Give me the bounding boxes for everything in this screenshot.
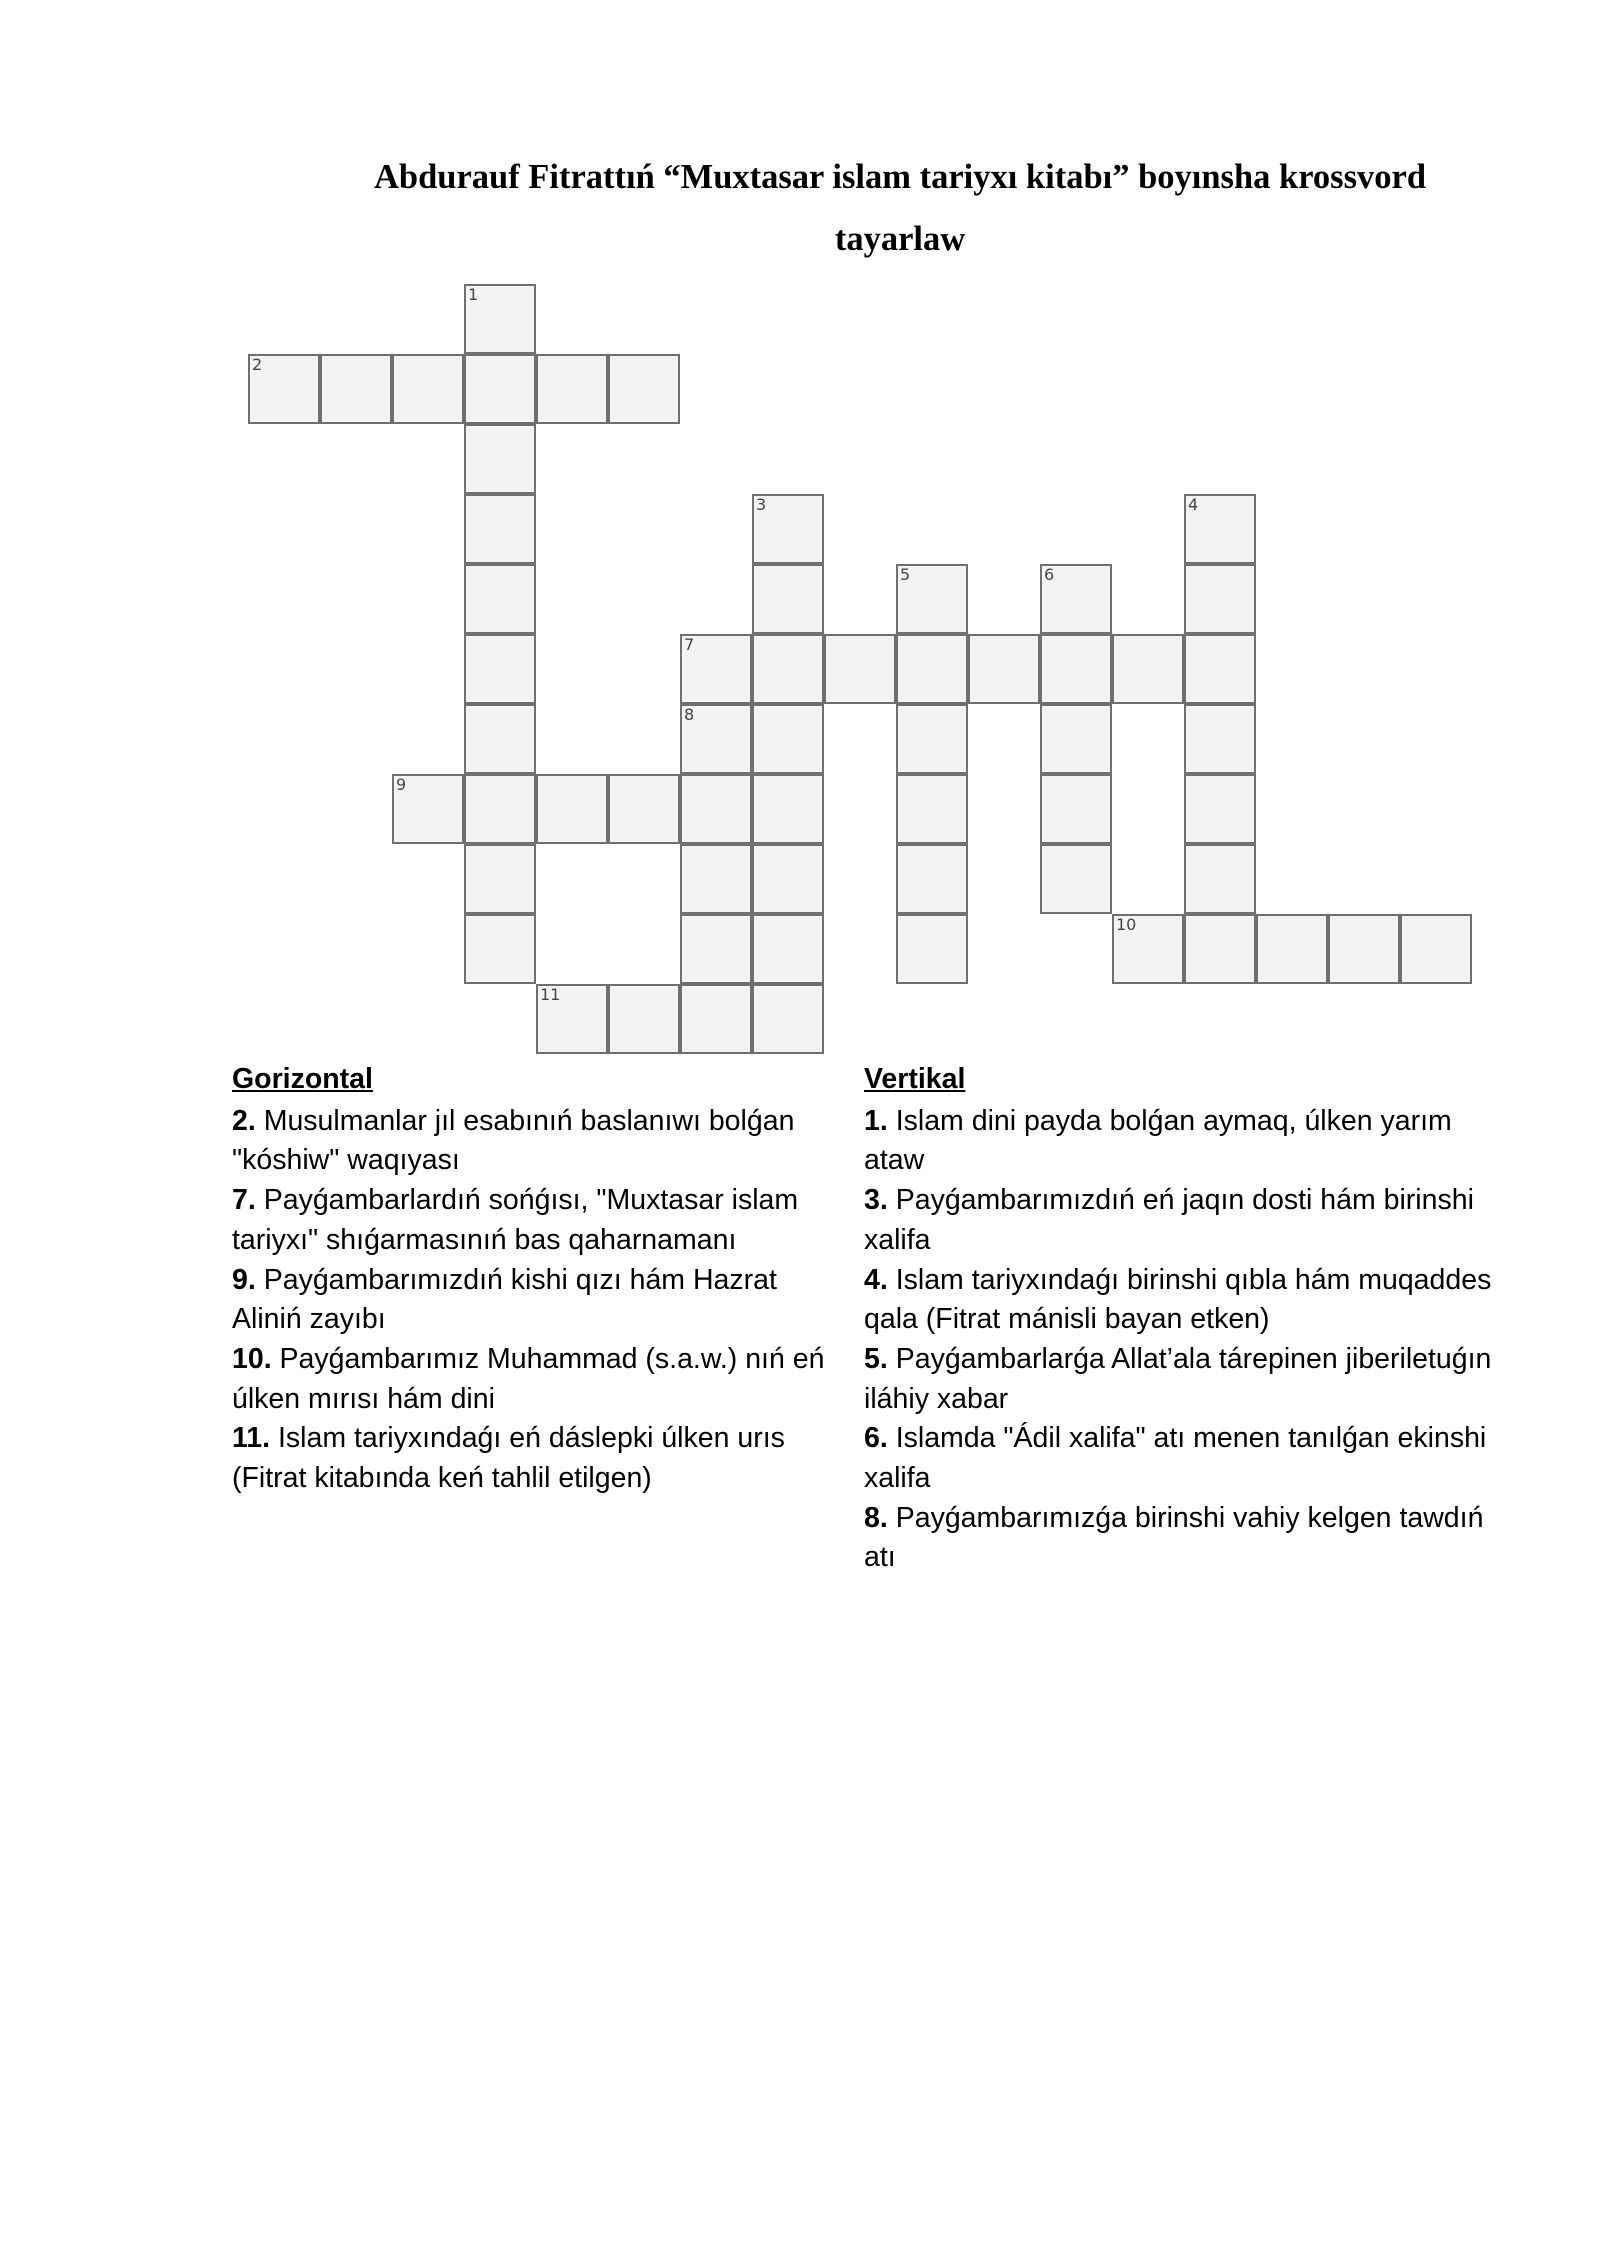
crossword-cell: [1184, 494, 1256, 564]
clue-number: 5: [900, 565, 911, 584]
clue-number: 3: [756, 495, 767, 514]
crossword-cell: [536, 984, 608, 1054]
crossword-cell: [1184, 914, 1256, 984]
clue-number: 4: [1188, 495, 1199, 514]
crossword-cell: [752, 704, 824, 774]
clue-number: 7: [684, 635, 695, 654]
crossword-cell: [896, 914, 968, 984]
clue-vertical-5: 5. Payǵambarlarǵa Allat’ala tárepinen jiberiletuǵın iláhiy xabar: [864, 1342, 1492, 1415]
crossword-grid: [0, 0, 1600, 1004]
crossword-cell: [1184, 564, 1256, 634]
clue-horizontal-2: 2. Musulmanlar jıl esabınıń baslanıwı bolǵan "kóshiw" waqıyası: [232, 1104, 795, 1177]
crossword-cell: [1040, 774, 1112, 844]
clue-vertical-1: 1. Islam dini payda bolǵan aymaq, úlken yarım ataw: [864, 1104, 1452, 1177]
crossword-cell: [464, 844, 536, 914]
clue-number: 1: [468, 285, 479, 304]
page-title: Abdurauf Fitrattıń “Muxtasar islam tariyxı kitabı” boyınsha krossvord tayarlaw: [373, 158, 1427, 258]
crossword-cell: [680, 984, 752, 1054]
horizontal-heading: Gorizontal: [232, 1063, 373, 1095]
horizontal-clues: [232, 1060, 852, 1499]
crossword-cell: [752, 564, 824, 634]
crossword-cell: [752, 844, 824, 914]
crossword-cell: [320, 354, 392, 424]
clue-horizontal-7: 7. Payǵambarlardıń sońǵısı, "Muxtasar islam tariyxı" shıǵarmasınıń bas qaharnamanı: [232, 1184, 799, 1256]
crossword-cell: [1040, 634, 1112, 704]
crossword-cell: [752, 914, 824, 984]
crossword-cell: [1040, 704, 1112, 774]
crossword-cell: [464, 354, 536, 424]
crossword-cell: [536, 354, 608, 424]
vertical-clues: [864, 1060, 1496, 1578]
crossword-cell: [824, 634, 896, 704]
crossword-cell: [464, 704, 536, 774]
crossword-cell: [1112, 634, 1184, 704]
crossword-cell: [608, 354, 680, 424]
crossword-cell: [680, 914, 752, 984]
crossword-cell: [1040, 564, 1112, 634]
clue-horizontal-9: 9. Payǵambarımızdıń kishi qızı hám Hazrat Aliniń zayıbı: [232, 1263, 777, 1336]
crossword-cell: [1184, 704, 1256, 774]
crossword-cell: [1256, 914, 1328, 984]
clue-horizontal-11: 11. Islam tariyxındaǵı eń dáslepki úlken urıs (Fitrat kitabında keń tahlil etilgen): [232, 1422, 785, 1495]
crossword-cell: [1184, 774, 1256, 844]
clue-vertical-3: 3. Payǵambarımızdıń eń jaqın dosti hám birinshi xalifa: [864, 1184, 1474, 1256]
crossword-cell: [464, 634, 536, 704]
clue-number: 9: [396, 775, 407, 794]
crossword-cell: [464, 914, 536, 984]
crossword-cell: [392, 774, 464, 844]
crossword-cell: [896, 774, 968, 844]
crossword-cell: [680, 844, 752, 914]
crossword-cell: [1112, 914, 1184, 984]
clue-vertical-8: 8. Payǵambarımızǵa birinshi vahiy kelgen tawdıń atı: [864, 1501, 1484, 1574]
crossword-cell: [464, 774, 536, 844]
crossword-cell: [248, 354, 320, 424]
crossword-cell: [896, 844, 968, 914]
crossword-cell: [896, 704, 968, 774]
crossword-cell: [392, 354, 464, 424]
clue-number: 11: [540, 985, 561, 1004]
crossword-cell: [752, 984, 824, 1054]
crossword-cell: [680, 704, 752, 774]
crossword-cell: [608, 984, 680, 1054]
crossword-cell: [896, 564, 968, 634]
crossword-cell: [1184, 634, 1256, 704]
crossword-cell: [752, 634, 824, 704]
crossword-cell: [464, 564, 536, 634]
crossword-cell: [536, 774, 608, 844]
crossword-cell: [752, 494, 824, 564]
crossword-cell: [896, 634, 968, 704]
clue-number: 2: [252, 355, 263, 374]
clue-number: 10: [1116, 915, 1137, 934]
clue-number: 6: [1044, 565, 1055, 584]
crossword-cell: [968, 634, 1040, 704]
crossword-cell: [1040, 844, 1112, 914]
crossword-cell: [464, 284, 536, 354]
crossword-cell: [1328, 914, 1400, 984]
crossword-cell: [464, 424, 536, 494]
crossword-cell: [1400, 914, 1472, 984]
clue-number: 8: [684, 705, 695, 724]
crossword-cell: [464, 494, 536, 564]
crossword-cell: [752, 774, 824, 844]
clue-vertical-6: 6. Islamda "Ádil xalifa" atı menen tanılǵan ekinshi xalifa: [864, 1422, 1487, 1495]
clue-vertical-4: 4. Islam tariyxındaǵı birinshi qıbla hám muqaddes qala (Fitrat mánisli bayan etken): [864, 1263, 1492, 1336]
crossword-cell: [608, 774, 680, 844]
clue-horizontal-10: 10. Payǵambarımız Muhammad (s.a.w.) nıń eń úlken mırısı hám dini: [232, 1342, 825, 1415]
vertical-heading: Vertikal: [864, 1063, 966, 1095]
crossword-cell: [680, 634, 752, 704]
crossword-cell: [1184, 844, 1256, 914]
crossword-cell: [680, 774, 752, 844]
